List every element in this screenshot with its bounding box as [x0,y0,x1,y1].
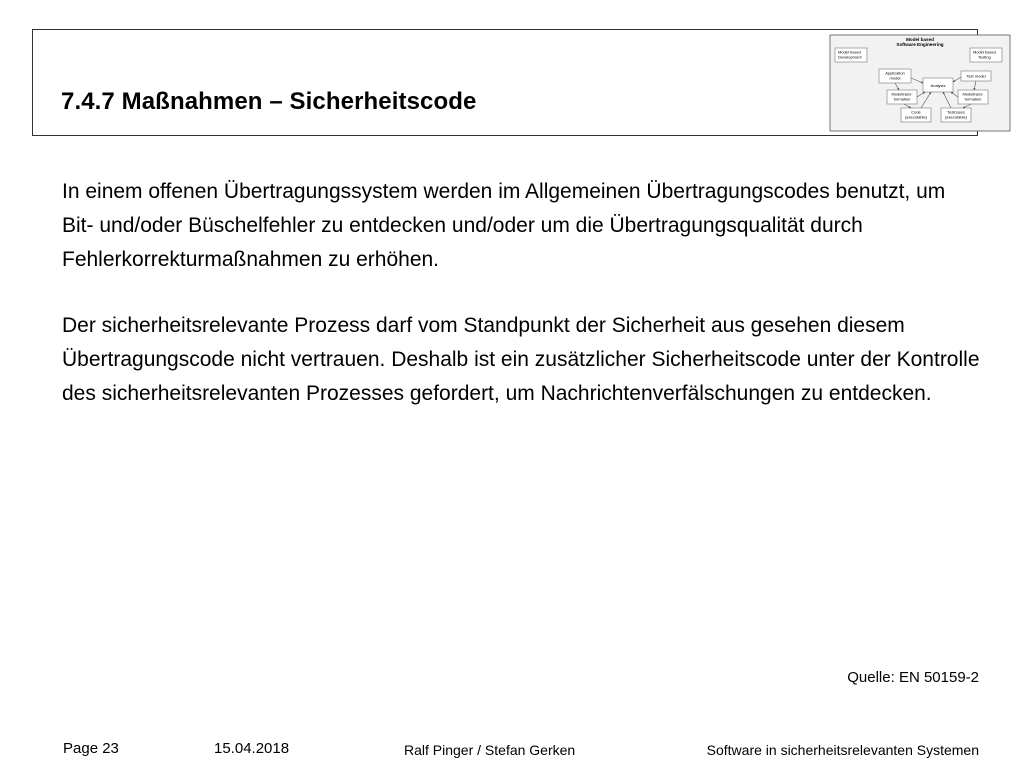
diagram-test-1: Model based [973,49,996,55]
body-text [62,175,982,443]
diagram-testcases-2: (executable) [944,114,968,120]
diagram-app-1: Application [885,70,905,76]
diagram-app-2: model [889,75,901,81]
diagram-mtr-1: Modeltrans- [962,91,984,97]
footer-course-title: Software in sicherheitsrelevanten Systemen [706,742,979,758]
diagram-title-1: Model based [906,37,934,42]
paragraph-2: Der sicherheitsrelevante Prozess darf vom Standpunkt der Sicherheit aus gesehen diesem Übertragungscode nicht vertrauen. Deshalb ist ein zusätzlicher Sicherheitscode unter der Kontrolle des sicherheitsrelevanten Prozesses gefordert, um Nachrichtenverfälschungen zu entdecken. [62,314,980,405]
source-citation: Quelle: EN 50159-2 [847,669,979,686]
diagram-dev-2: Development [838,54,862,60]
title-frame [32,29,996,136]
slide-title: 7.4.7 Maßnahmen – Sicherheitscode [61,88,477,115]
diagram-testcases-1: Testcases [947,109,965,115]
diagram-mtl-1: Modeltrans- [891,91,913,97]
diagram-dev-1: Model based [838,49,861,55]
footer-page-number: Page 23 [63,740,119,757]
diagram-analysis: Analysis [930,83,946,88]
footer-authors: Ralf Pinger / Stefan Gerken [404,742,576,758]
diagram-title-2: Software Engineering [896,42,944,47]
mbse-diagram [829,34,1011,132]
footer-date: 15.04.2018 [214,740,290,757]
paragraph-1: In einem offenen Übertragungssystem werden im Allgemeinen Übertragungscodes benutzt, um Bit- und/oder Büschelfehler zu entdecken und/oder um die Übertragungsqualität durch Fehlerkorrekturmaßnahmen zu erhöhen. [62,180,946,271]
diagram-testmodel: Test model [966,73,986,79]
diagram-code-1: Code [911,109,921,115]
diagram-mtl-2: formation [893,96,911,102]
diagram-test-2: Testing [978,54,991,60]
diagram-code-2: (executable) [904,114,928,120]
diagram-mtr-2: formation [964,96,982,102]
